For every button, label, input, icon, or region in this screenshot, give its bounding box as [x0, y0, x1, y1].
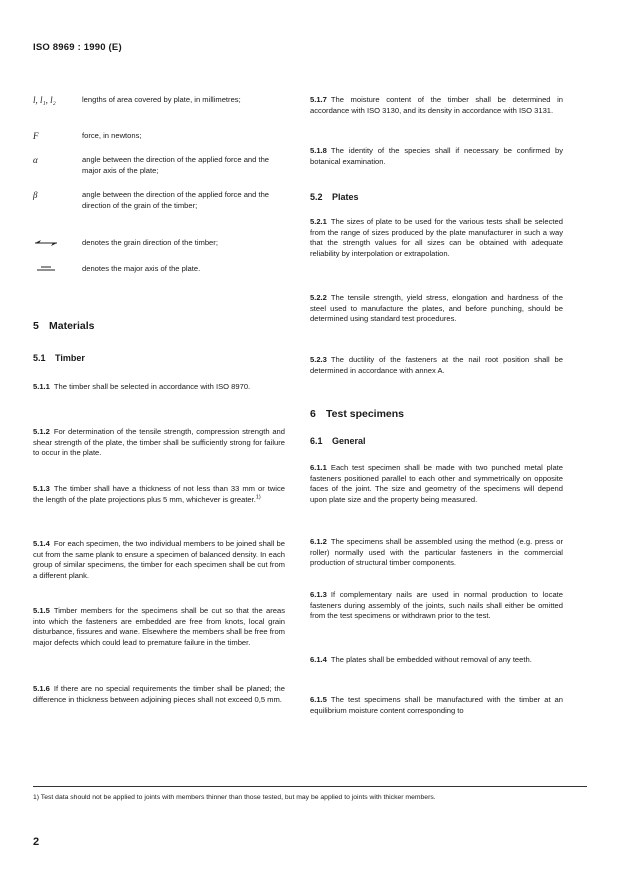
- section-6-1-heading: 6.1 General: [310, 436, 366, 446]
- symbol-beta-desc: angle between the direction of the applied force and the direction of the grain of the timber;: [82, 190, 270, 210]
- major-axis-icon: [33, 264, 59, 274]
- symbol-row-l: [33, 95, 285, 119]
- symbol-f: F: [33, 131, 39, 141]
- paragraph-6-1-5: 6.1.5 The test specimens shall be manufactured with the timber at an equilibrium moisture content corresponding to: [310, 695, 563, 715]
- page-number: 2: [33, 836, 40, 848]
- document-header: ISO 8969 : 1990 (E): [33, 42, 122, 53]
- paragraph-5-1-8: 5.1.8 The identity of the species shall if necessary be confirmed by botanical examination.: [310, 146, 563, 166]
- paragraph-6-1-2: 6.1.2 The specimens shall be assembled using the method (e.g. press or roller) normally used with the particular fasteners in the commercial production of structural timber components.: [310, 537, 563, 567]
- paragraph-5-1-5: 5.1.5 Timber members for the specimens shall be cut so that the areas into which the fasteners are embedded are free from knots, local grain disturbance, fissures and wane. Elsewhere the members shall be free from major defects which could lead to premature failure in the timber.: [33, 606, 285, 647]
- paragraph-5-1-3: 5.1.3 The timber shall have a thickness of not less than 33 mm or twice the length of the plate projections plus 5 mm, whichever is greater.$^{1)}$: [33, 484, 285, 504]
- paragraph-5-1-6: 5.1.6 If there are no special requirements the timber shall be planed; the difference in thickness between adjoining pieces shall not exceed 0,5 mm.: [33, 684, 285, 704]
- grain-desc: denotes the grain direction of the timber;: [82, 238, 218, 247]
- footnote-divider: [33, 786, 587, 787]
- symbol-alpha: α: [33, 155, 38, 165]
- symbol-alpha-desc: angle between the direction of the applied force and the major axis of the plate;: [82, 155, 270, 175]
- paragraph-6-1-1: 6.1.1 Each test specimen shall be made with two punched metal plate fasteners positioned parallel to each other and symmetrically on opposite faces of the joint. The size and geometry of the specimens will depend upon plate size and the property being measured.: [310, 463, 563, 504]
- paragraph-5-2-2: 5.2.2 The tensile strength, yield stress, elongation and hardness of the steel used to manufacture the plates, and before punching, should be determined using standard test procedures.: [310, 293, 563, 323]
- paragraph-5-1-4: 5.1.4 For each specimen, the two individual members to be joined shall be cut from the same plank to ensure a specimen of balanced density. In each group of similar specimens, the timber for each specimen shall be cut from a different plank.: [33, 539, 285, 580]
- section-5-2-heading: 5.2 Plates: [310, 192, 359, 202]
- symbol-beta: β: [33, 190, 38, 200]
- section-6-heading: 6 Test specimens: [310, 408, 405, 420]
- paragraph-5-2-3: 5.2.3 The ductility of the fasteners at the nail root position shall be determined in accordance with annex A.: [310, 355, 563, 375]
- paragraph-5-1-2: 5.1.2 For determination of the tensile strength, compression strength and shear strength of the plate, the timber shall be sufficiently strong for failure to occur in the plate.: [33, 427, 285, 457]
- symbol-f-desc: force, in newtons;: [82, 131, 142, 140]
- paragraph-6-1-4: 6.1.4 The plates shall be embedded without removal of any teeth.: [310, 655, 532, 664]
- section-5-heading: 5 Materials: [33, 320, 95, 332]
- paragraph-5-1-1: 5.1.1 The timber shall be selected in accordance with ISO 8970.: [33, 382, 251, 391]
- grain-direction-icon: [33, 238, 59, 248]
- paragraph-6-1-3: 6.1.3 If complementary nails are used in normal production to locate fasteners during assembly of the joints, such nails shall either be omitted from the test specimens or withdrawn prior to the test.: [310, 590, 563, 620]
- footnote: 1) Test data should not be applied to joints with members thinner than those tested, but may be applied to joints with thicker members.: [33, 794, 436, 801]
- section-5-1-heading: 5.1 Timber: [33, 353, 85, 363]
- footnote-ref: 1): [255, 493, 261, 500]
- symbol-l-desc: lengths of area covered by plate, in millimetres;: [82, 95, 241, 104]
- paragraph-5-2-1: 5.2.1 The sizes of plate to be used for the various tests shall be selected from the range of sizes produced by the plate manufacturer in such a way that the strength values for all sizes can be obtained with adequate reliability by interpolation or extrapolation.: [310, 217, 563, 258]
- major-axis-desc: denotes the major axis of the plate.: [82, 264, 201, 273]
- symbol-l: l, l₁, l₂: [33, 95, 56, 105]
- paragraph-5-1-7: 5.1.7 The moisture content of the timber shall be determined in accordance with ISO 3130, and its density in accordance with ISO 3131.: [310, 95, 563, 115]
